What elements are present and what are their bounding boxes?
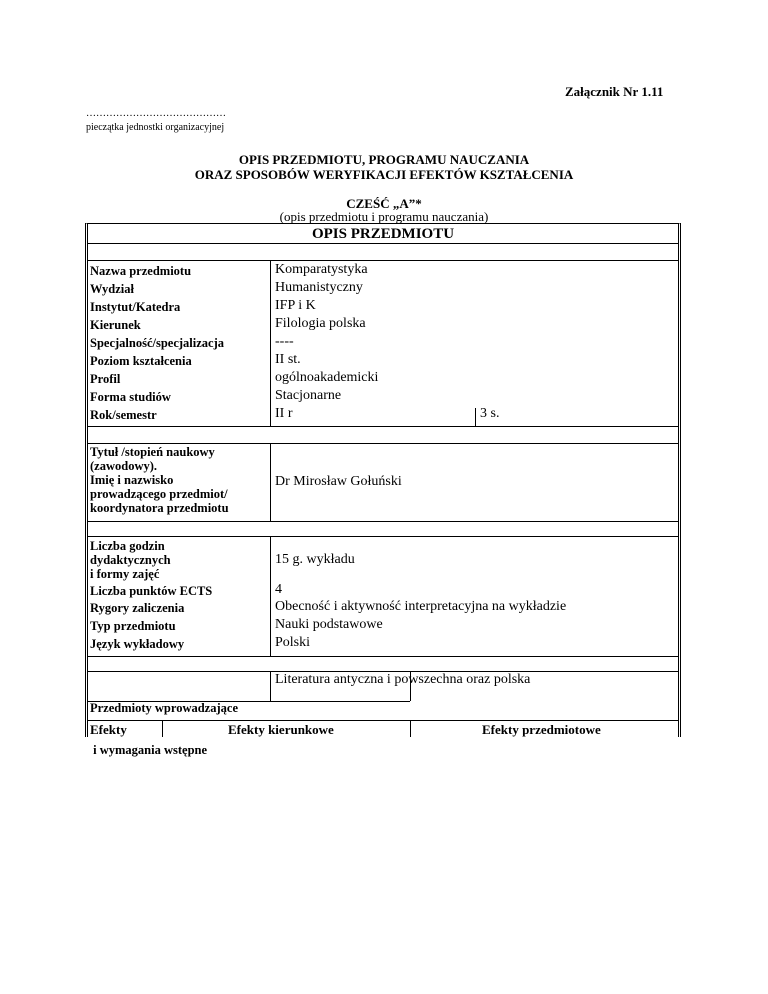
column-divider <box>270 260 271 426</box>
label-teacher <box>90 445 229 515</box>
label-course-type: Typ przedmiotu <box>90 619 176 633</box>
value-hours: 15 g. wykładu <box>275 552 355 567</box>
effects-direction-header: Efekty kierunkowe <box>228 722 334 737</box>
label-faculty: Wydział <box>90 282 134 296</box>
label-line: prowadzącego przedmiot/ <box>90 487 228 501</box>
label-line: Liczba godzin <box>90 539 165 553</box>
rule <box>88 521 678 522</box>
value-field: Filologia polska <box>275 316 366 331</box>
label-line: Tytuł /stopień naukowy <box>90 445 215 459</box>
label-field: Kierunek <box>90 318 141 332</box>
rule <box>88 243 678 244</box>
effects-course-header: Efekty przedmiotowe <box>482 722 601 737</box>
label-line: dydaktycznych <box>90 553 171 567</box>
document-title-line1: OPIS PRZEDMIOTU, PROGRAMU NAUCZANIA <box>238 152 530 167</box>
label-profile: Profil <box>90 372 121 386</box>
value-institute: IFP i K <box>275 298 316 313</box>
label-line: i wymagania wstępne <box>90 743 208 757</box>
value-profile: ogólnoakademicki <box>275 370 379 385</box>
value-level: II st. <box>275 352 301 367</box>
value-requirements: Obecność i aktywność interpretacyjna na wykładzie <box>275 599 567 614</box>
value-study-form: Stacjonarne <box>275 388 342 403</box>
value-ects: 4 <box>275 582 282 597</box>
label-specialization: Specjalność/specjalizacja <box>90 336 225 350</box>
rule <box>88 260 678 261</box>
label-year-semester: Rok/semestr <box>90 408 157 422</box>
label-line: Imię i nazwisko <box>90 473 174 487</box>
value-course-type: Nauki podstawowe <box>275 617 383 632</box>
part-subtitle: (opis przedmiotu i programu nauczania) <box>279 209 489 224</box>
rule <box>88 426 678 427</box>
label-line: (zawodowy). <box>90 459 158 473</box>
section-header: OPIS PRZEDMIOTU <box>311 226 455 242</box>
stamp-label: pieczątka jednostki organizacyjnej <box>86 122 225 133</box>
stamp-line: …………………………………… <box>86 108 226 119</box>
value-language: Polski <box>275 635 311 650</box>
column-divider <box>270 536 271 656</box>
value-semester: 3 s. <box>480 406 500 421</box>
label-ects: Liczba punktów ECTS <box>90 584 213 598</box>
label-line: i formy zajęć <box>90 567 160 581</box>
label-hours <box>90 539 171 581</box>
column-divider <box>410 720 411 737</box>
value-year: II r <box>275 406 293 421</box>
document-title-line2: ORAZ SPOSOBÓW WERYFIKACJI EFEKTÓW KSZTAŁCENIA <box>194 167 574 182</box>
column-divider <box>475 408 476 426</box>
label-requirements: Rygory zaliczenia <box>90 601 185 615</box>
rule <box>88 656 678 657</box>
effects-col-label: Efekty <box>90 722 127 737</box>
annex-number: Załącznik Nr 1.11 <box>565 84 664 99</box>
value-course-name: Komparatystyka <box>275 262 368 277</box>
column-divider <box>270 671 271 701</box>
value-teacher: Dr Mirosław Gołuński <box>275 474 402 489</box>
value-specialization: ---- <box>275 334 294 349</box>
column-divider <box>270 443 271 521</box>
label-course-name: Nazwa przedmiotu <box>90 264 192 278</box>
label-line: koordynatora przedmiotu <box>90 501 229 515</box>
rule <box>88 443 678 444</box>
label-study-form: Forma studiów <box>90 390 171 404</box>
part-title: CZEŚĆ „A”* <box>346 196 422 211</box>
label-level: Poziom kształcenia <box>90 354 192 368</box>
value-faculty: Humanistyczny <box>275 280 363 295</box>
value-prerequisites: Literatura antyczna i powszechna oraz polska <box>275 672 531 687</box>
label-institute: Instytut/Katedra <box>90 300 181 314</box>
rule <box>88 536 678 537</box>
label-line: Przedmioty wprowadzające <box>90 701 238 715</box>
label-language: Język wykładowy <box>90 637 185 651</box>
